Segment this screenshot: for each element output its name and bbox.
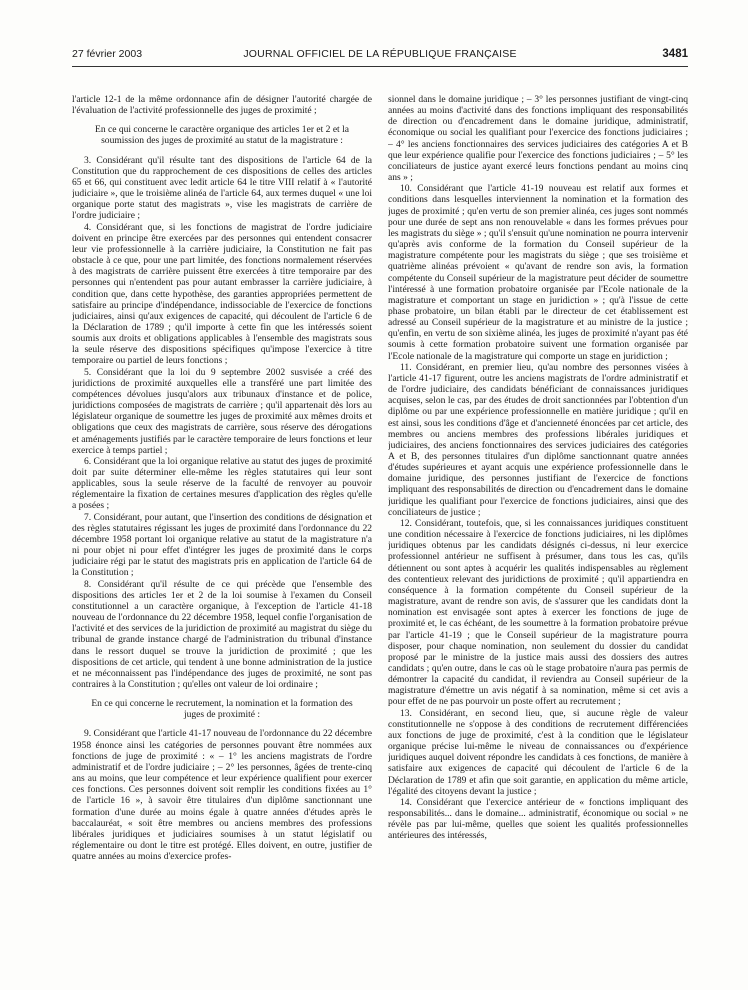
header-date: 27 février 2003	[72, 48, 143, 60]
section-heading: En ce qui concerne le caractère organique des articles 1er et 2 et la soumission des juges de proximité au statut de la magistrature :	[94, 124, 349, 147]
paragraph: sionnel dans le domaine juridique ; – 3° les personnes justifiant de vingt-cinq années au moins d'activité dans des fonctions impliquant des responsabilités de direction ou d'encadrement dans le domaine juridique, administratif, économique ou social les qualifiant pour l'exercice des fonctions judiciaires ; – 4° les anciens fonctionnaires des services judiciaires des catégories A et B que leur expérience qualifie pour l'exercice des fonctions judiciaires ; – 5° les conciliateurs de justice ayant exercé leurs fonctions pendant au moins cinq ans » ;	[388, 94, 688, 184]
paragraph-11: 11. Considérant, en premier lieu, qu'au nombre des personnes visées à l'article 41-17 figurent, outre les anciens magistrats de l'ordre administratif et de l'ordre judiciaire, des candidats bénéficiant de connaissances juridiques acquises, selon le cas, par des études de droit sanctionnées par l'obtention d'un diplôme ou par une expérience professionnelle en matière juridique ; qu'il en est ainsi, sous les conditions d'âge et d'ancienneté énoncées par cet article, des membres ou anciens membres des professions libérales juridiques et judiciaires, des anciens fonctionnaires des services judiciaires des catégories A et B, des personnes titulaires d'un diplôme sanctionnant quatre années d'études supérieures et ayant acquis une expérience professionnelle dans le domaine juridique, des personnes justifiant de l'exercice de fonctions impliquant des responsabilités de direction ou d'encadrement dans le domaine juridique les qualifiant pour l'exercice de fonctions judiciaires, ainsi que des conciliateurs de justice ;	[388, 361, 688, 518]
section-heading: En ce qui concerne le recrutement, la nomination et la formation des juges de proximité :	[91, 698, 353, 721]
paragraph-10: 10. Considérant que l'article 41-19 nouveau est relatif aux formes et conditions dans lesquelles interviennent la nomination et la formation des juges de proximité ; qu'en vertu de son premier alinéa, ces juges sont nommés pour une durée de sept ans non renouvelable « dans les formes prévues pour les magistrats du siège » ; qu'il s'ensuit qu'une nomination ne pourra intervenir qu'après avis conforme de la formation du Conseil supérieur de la magistrature compétente pour les magistrats du siège ; que ses troisième et quatrième alinéas prévoient « qu'avant de rendre son avis, la formation compétente du Conseil supérieur de la magistrature peut décider de soumettre l'intéressé à une formation probatoire organisée par l'Ecole nationale de la magistrature et comportant un stage en juridiction » ; qu'à l'issue de cette phase probatoire, un bilan établi par le directeur de cet établissement est adressé au Conseil supérieur de la magistrature et au ministre de la justice ; qu'enfin, en vertu de son sixième alinéa, les juges de proximité n'ayant pas été soumis à cette formation probatoire suivent une formation organisée par l'Ecole nationale de la magistrature qui comporte un stage en juridiction ;	[388, 183, 688, 362]
page-number: 3481	[662, 48, 688, 60]
paragraph-5: 5. Considérant que la loi du 9 septembre 2002 susvisée a créé des juridictions de proximité auxquelles elle a transféré une part limitée des compétences dévolues jusqu'alors aux tribunaux d'instance et de police, juridictions composées de magistrats de carrière ; qu'il appartenait dès lors au législateur organique de soumettre les juges de proximité aux mêmes droits et obligations que ceux des magistrats de carrière, sous réserve des dérogations et aménagements justifiés par le caractère temporaire de leurs fonctions et leur exercice à temps partiel ;	[72, 366, 372, 456]
paragraph-6: 6. Considérant que la loi organique relative au statut des juges de proximité doit par suite déterminer elle-même les règles statutaires qui leur sont applicables, sous la seule réserve de la faculté de renvoyer au pouvoir réglementaire la fixation de certaines mesures d'application des règles qu'elle a posées ;	[72, 455, 372, 512]
paragraph-3: 3. Considérant qu'il résulte tant des dispositions de l'article 64 de la Constitution que du rapprochement de ces dispositions de celles des articles 65 et 66, qui constituent avec ledit article 64 le titre VIII relatif à « l'autorité judiciaire », que le troisième alinéa de l'article 64, aux termes duquel « une loi organique porte statut des magistrats », vise les magistrats de carrière de l'ordre judiciaire ;	[72, 154, 372, 222]
right-column	[388, 94, 688, 982]
paragraph-8: 8. Considérant qu'il résulte de ce qui précède que l'ensemble des dispositions des articles 1er et 2 de la loi soumise à l'examen du Conseil constitutionnel a un caractère organique, à l'exception de l'article 41-18 nouveau de l'ordonnance du 22 décembre 1958, lequel confie l'organisation de l'activité et des services de la juridiction de proximité au magistrat du siège du tribunal de grande instance chargé de l'administration du tribunal d'instance dans le ressort duquel se trouve la juridiction de proximité ; que les dispositions de cet article, qui tendent à une bonne administration de la justice et ne méconnaissent pas l'indépendance des juges de proximité, ne sont pas contraires à la Constitution ; qu'elles ont valeur de loi ordinaire ;	[72, 578, 372, 690]
journal-title: JOURNAL OFFICIEL DE LA RÉPUBLIQUE FRANÇAISE	[243, 48, 517, 60]
left-column	[72, 94, 372, 982]
paragraph-4: 4. Considérant que, si les fonctions de magistrat de l'ordre judiciaire doivent en principe être exercées par des personnes qui entendent consacrer leur vie professionnelle à la carrière judiciaire, la Constitution ne fait pas obstacle à ce que, pour une part limitée, des fonctions normalement réservées à des magistrats de carrière puissent être exercées à titre temporaire par des personnes qui n'entendent pas pour autant embrasser la carrière judiciaire, à condition que, dans cette hypothèse, des garanties appropriées permettent de satisfaire au principe d'indépendance, indissociable de l'exercice de fonctions judiciaires, ainsi qu'aux exigences de capacité, qui découlent de l'article 6 de la Déclaration de 1789 ; qu'il importe à cette fin que les intéressés soient soumis aux droits et obligations applicables à l'ensemble des magistrats sous la seule réserve des dispositions spécifiques qu'impose l'exercice à titre temporaire ou partiel de leurs fonctions ;	[72, 221, 372, 367]
paragraph-9: 9. Considérant que l'article 41-17 nouveau de l'ordonnance du 22 décembre 1958 énonce ainsi les catégories de personnes pouvant être nommées aux fonctions de juge de proximité : « – 1° les anciens magistrats de l'ordre administratif et de l'ordre judiciaire ; – 2° les personnes, âgées de trente-cinq ans au moins, que leur compétence et leur expérience qualifient pour exercer ces fonctions. Ces personnes doivent soit remplir les conditions fixées au 1° de l'article 16 », à savoir être titulaires d'un diplôme sanctionnant une formation d'une durée au moins égale à quatre années d'études après le baccalauréat, « soit être membres ou anciens membres des professions libérales juridiques et judiciaires soumises à un statut législatif ou réglementaire ou dont le titre est protégé. Elles doivent, en outre, justifier de quatre années au moins d'exercice profes-	[72, 728, 372, 863]
paragraph: l'article 12-1 de la même ordonnance afin de désigner l'autorité chargée de l'évaluation de l'activité professionnelle des juges de proximité ;	[72, 94, 372, 117]
paragraph-7: 7. Considérant, pour autant, que l'insertion des conditions de désignation et des règles statutaires régissant les juges de proximité dans l'ordonnance du 22 décembre 1958 portant loi organique relative au statut de la magistrature n'a ni pour objet ni pour effet d'intégrer les juges de proximité dans le corps judiciaire régi par le statut des magistrats pris en application de l'article 64 de la Constitution ;	[72, 511, 372, 579]
paragraph-14: 14. Considérant que l'exercice antérieur de « fonctions impliquant des responsabilités... dans le domaine... administratif, économique ou social » ne révèle pas par lui-même, quelles que soient les qualités professionnelles antérieures des intéressés,	[388, 796, 688, 842]
header-rule	[72, 66, 688, 67]
paragraph-12: 12. Considérant, toutefois, que, si les connaissances juridiques constituent une condition nécessaire à l'exercice de fonctions judiciaires, ni les diplômes juridiques obtenus par les candidats désignés ci-dessus, ni leur exercice professionnel antérieur ne suffisent à présumer, dans tous les cas, qu'ils détiennent ou sont aptes à acquérir les qualités indispensables au règlement des contentieux relevant des juridictions de proximité ; qu'il appartiendra en conséquence à la formation compétente du Conseil supérieur de la magistrature, avant de rendre son avis, de s'assurer que les candidats dont la nomination est envisagée sont aptes à exercer les fonctions de juge de proximité et, le cas échéant, de les soumettre à la formation probatoire prévue par l'article 41-19 ; que le Conseil supérieur de la magistrature pourra disposer, pour chaque nomination, non seulement du dossier du candidat proposé par le ministre de la justice mais aussi des dossiers des autres candidats ; qu'en outre, dans le cas où le stage probatoire n'aura pas permis de démontrer la capacité du candidat, il reviendra au Conseil supérieur de la magistrature d'émettre un avis négatif à sa nomination, même si cet avis a pour effet de ne pas pourvoir un poste offert au recrutement ;	[388, 517, 688, 708]
paragraph-13: 13. Considérant, en second lieu, que, si aucune règle de valeur constitutionnelle ne s'oppose à des conditions de recrutement différenciées aux fonctions de juge de proximité, c'est à la condition que le législateur organique précise lui-même le niveau de connaissances ou d'expérience juridiques auquel doivent répondre les candidats à ces fonctions, de manière à satisfaire aux exigences de capacité qui découlent de l'article 6 de la Déclaration de 1789 et afin que soit garantie, en application du même article, l'égalité des citoyens devant la justice ;	[388, 707, 688, 797]
page-header	[72, 48, 688, 64]
